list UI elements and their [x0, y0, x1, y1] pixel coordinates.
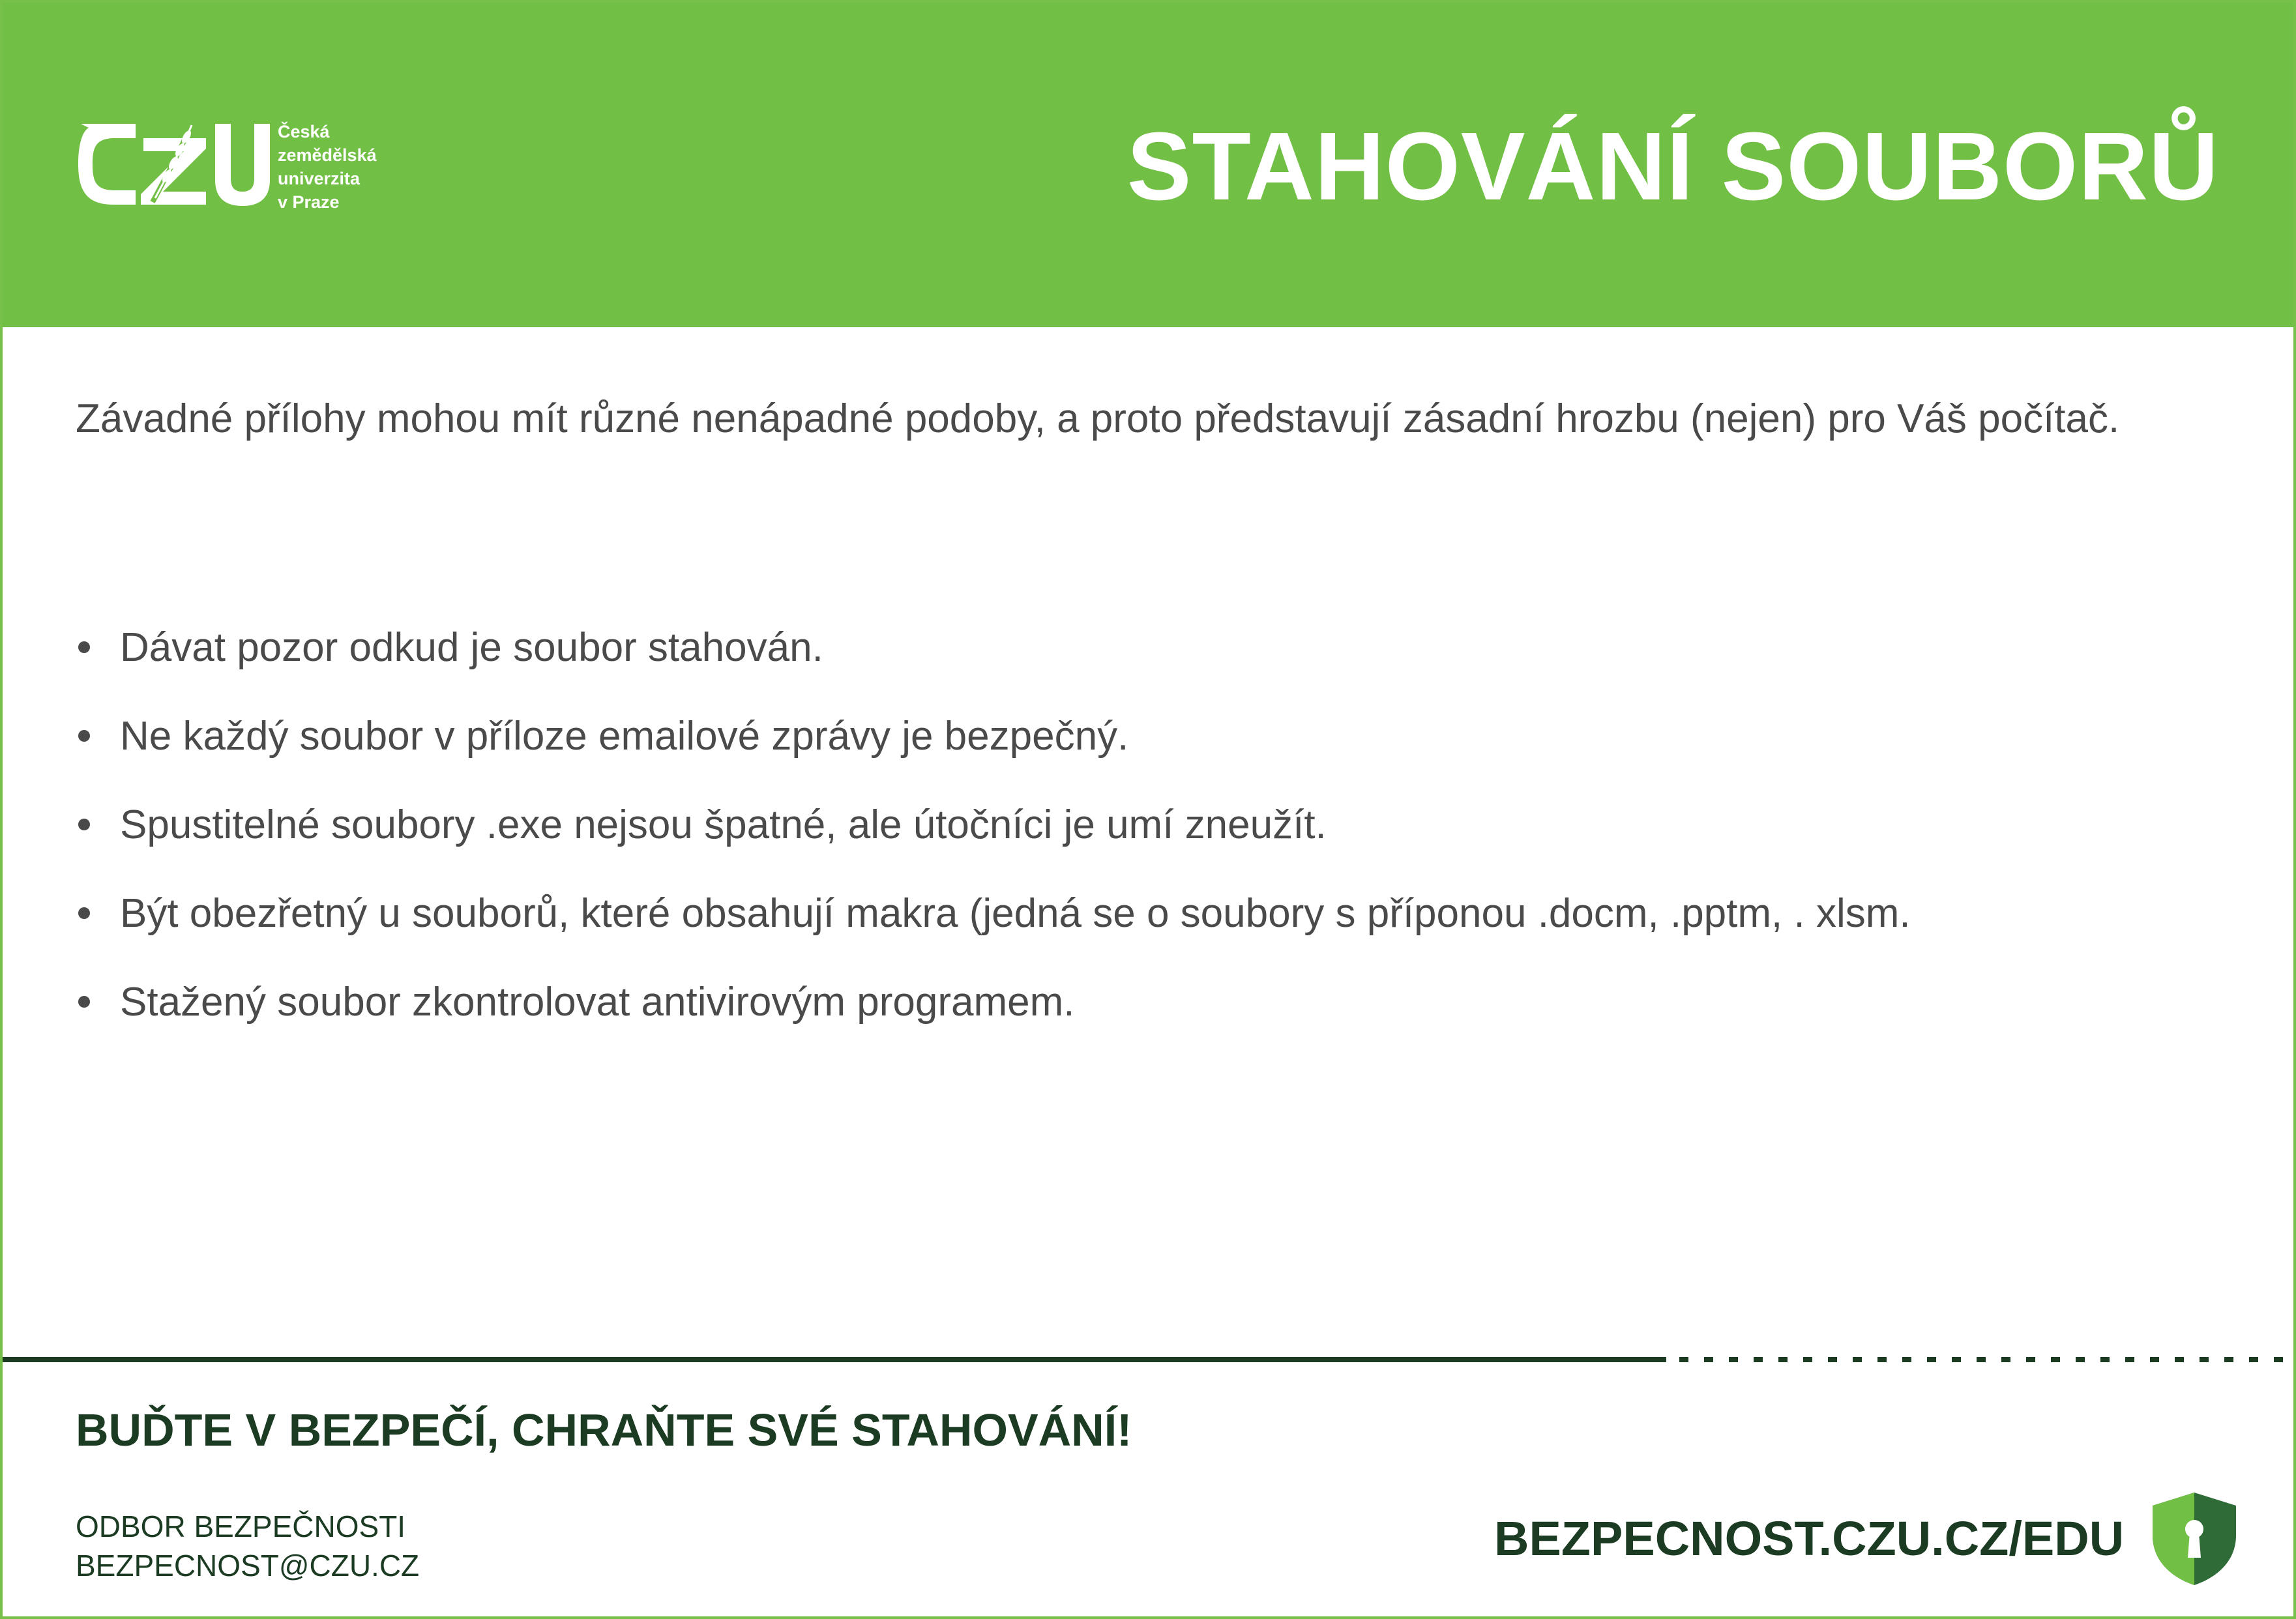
logo-line: v Praze [278, 192, 340, 212]
department-name: ODBOR BEZPEČNOSTI [76, 1510, 406, 1543]
logo-wordmark [278, 120, 377, 214]
bullet-icon [78, 996, 90, 1008]
footer-slogan: BUĎTE V BEZPEČÍ, CHRAŇTE SVÉ STAHOVÁNÍ! [76, 1405, 1132, 1455]
logo-line: zemědělská [278, 145, 377, 165]
bullet-icon [78, 641, 90, 653]
list-item-text: Spustitelné soubory .exe nejsou špatné, ale útočníci je umí zneužít. [120, 802, 1327, 847]
website-link[interactable]: BEZPECNOST.CZU.CZ/EDU [1494, 1511, 2125, 1566]
intro-paragraph: Závadné přílohy mohou mít různé nenápadné podoby, a proto představují zásadní hrozbu (nejen) pro Váš počítač. [76, 396, 2120, 441]
bullet-icon [78, 907, 90, 919]
shield-keyhole-icon [2149, 1490, 2240, 1588]
page-title: STAHOVÁNÍ SOUBORŮ [1126, 113, 2219, 220]
list-item [76, 976, 1911, 1028]
list-item [76, 622, 1911, 674]
logo-line: univerzita [278, 169, 361, 188]
list-item-text: Ne každý soubor v příloze emailové zprávy je bezpečný. [120, 714, 1129, 759]
list-item-text: Dávat pozor odkud je soubor stahován. [120, 625, 823, 670]
footer-divider-dashed [1679, 1357, 2296, 1362]
czu-logo-icon [76, 119, 271, 210]
list-item [76, 799, 1911, 851]
footer-divider-solid [3, 1357, 1666, 1362]
tips-list [76, 622, 1911, 1065]
list-item [76, 888, 1911, 940]
bullet-icon [78, 819, 90, 830]
logo-line: Česká [278, 122, 330, 141]
contact-email[interactable]: BEZPECNOST@CZU.CZ [76, 1549, 420, 1583]
bullet-icon [78, 730, 90, 742]
list-item [76, 710, 1911, 763]
list-item-text: Být obezřetný u souborů, které obsahují makra (jedná se o soubory s příponou .docm, .pptm, . xlsm. [120, 891, 1911, 936]
header-banner [3, 3, 2296, 327]
list-item-text: Stažený soubor zkontrolovat antivirovým programem. [120, 980, 1075, 1025]
contact-block [76, 1507, 419, 1585]
